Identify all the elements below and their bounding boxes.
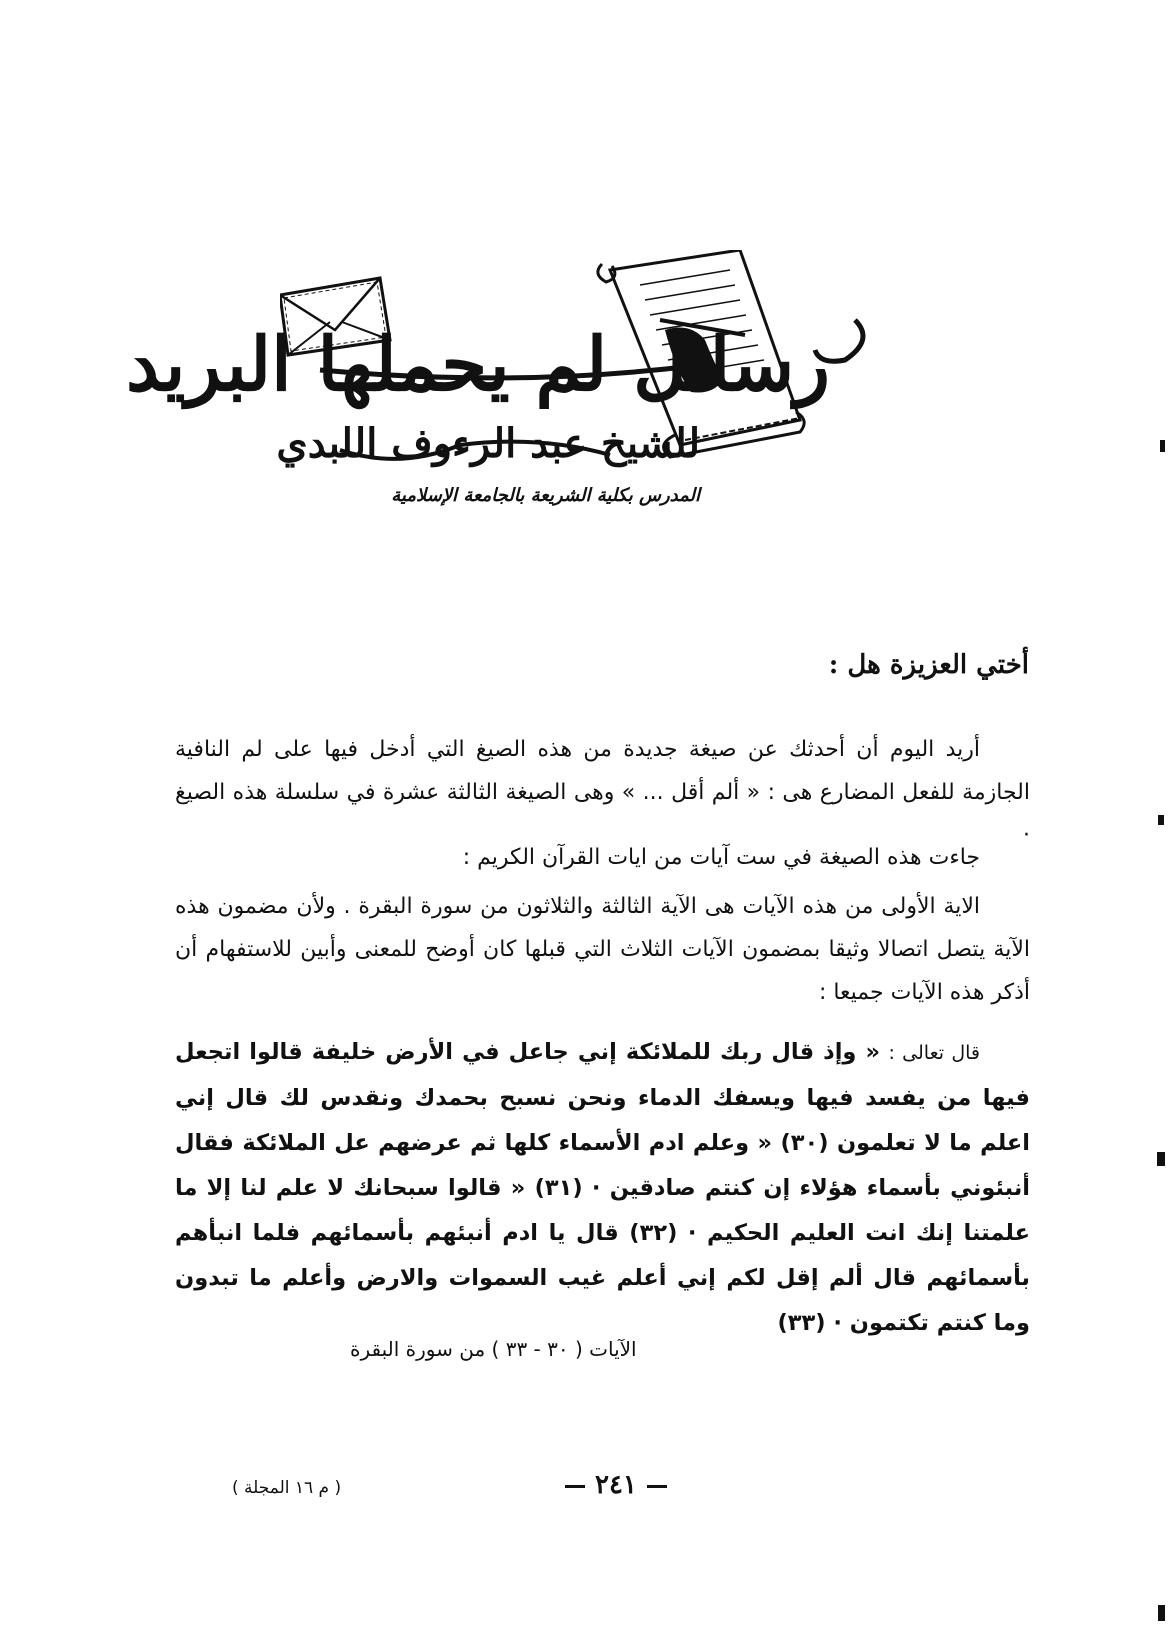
scan-mark	[1160, 440, 1165, 452]
paragraph-block-3	[175, 885, 1030, 1014]
paragraph-3: الاية الأولى من هذه الآيات هى الآية الثالثة والثلاثون من سورة البقرة . ولأن مضمون هذه الآية يتصل اتصالا وثيقا بمضمون الآيات الثلاث التي قبلها كان أوضح للمعنى وأبين للاستفهام أن أذكر هذه الآيات جميعا :	[175, 894, 1030, 1005]
verse-reference: الآيات ( ٣٠ - ٣٣ ) من سورة البقرة	[350, 1337, 637, 1361]
page-number: ٢٤١	[555, 1470, 677, 1500]
masthead-title: رسائل لم يحملها البريد	[125, 322, 830, 408]
verse-intro: قال تعالى :	[888, 1042, 981, 1064]
verse-text: « وإذ قال ربك للملائكة إني جاعل في الأرض خليفة قالوا اتجعل فيها من يفسد فيها ويسفك الدماء ونحن نسبح بحمدك ونقدس لك قال إني اعلم ما لا تعلمون (٣٠) « وعلم ادم الأسماء كلها ثم عرضهم عل الملائكة فقال أنبئوني بأسماء هؤلاء إن كنتم صادقين · (٣١) « قالوا سبحانك لا علم لنا إلا ما علمتنا إنك انت العليم الحكيم · (٣٢) قال يا ادم أنبئهم بأسمائهم فلما انبأهم بأسمائهم قال ألم إقل لكم إني أعلم غيب السموات والارض وأعلم ما تبدون وما كنتم تكتمون · (٣٣)	[175, 1039, 1031, 1336]
verse-block	[175, 1030, 1030, 1346]
salutation-heading: أختي العزيزة هل :	[828, 650, 1029, 680]
scan-mark	[1158, 815, 1164, 825]
paragraph-1: أريد اليوم أن أحدثك عن صيغة جديدة من هذه الصيغ التي أدخل فيها على لم النافية الجازمة للفعل المضارع هى : « ألم أقل ... » وهى الصيغة الثالثة عشرة في سلسلة هذه الصيغ ·	[175, 737, 1030, 848]
scan-mark	[1157, 1152, 1165, 1166]
masthead-affiliation: المدرس بكلية الشريعة بالجامعة الإسلامية	[391, 485, 700, 506]
paragraph-2: جاءت هذه الصيغة في ست آيات من ايات القرآن الكريم :	[462, 845, 980, 870]
scan-mark	[1158, 1605, 1165, 1621]
masthead-author: للشيخ عبد الرءوف اللبدي	[276, 420, 700, 467]
journal-reference: ( م ١٦ المجلة )	[232, 1478, 342, 1498]
verse-paragraph	[175, 1030, 1030, 1346]
masthead	[125, 250, 900, 530]
paragraph-block-2	[175, 836, 1030, 879]
